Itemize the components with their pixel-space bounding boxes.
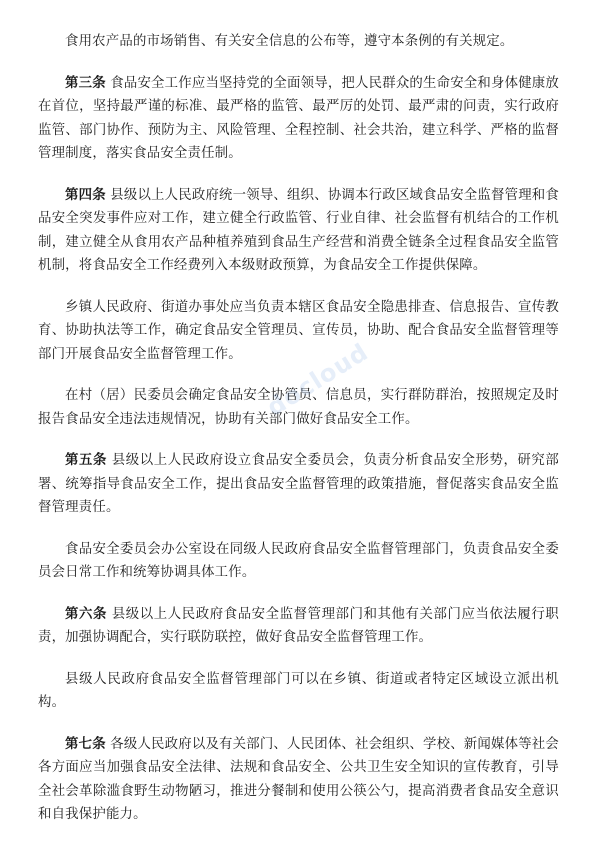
paragraph-5 bbox=[38, 384, 559, 431]
paragraph-text: 食品安全工作应当坚持党的全面领导，把人民群众的生命安全和身体健康放在首位，坚持最严谨的标准、最严格的监管、最严厉的处罚、最严肃的问责，实行政府监管、部门协作、预防为主、风险管理、全程控制、社会共治，建立科学、严格的监督管理制度，落实食品安全责任制。 bbox=[38, 75, 559, 161]
article-7 bbox=[38, 733, 559, 827]
article-number: 第六条 bbox=[65, 606, 107, 622]
paragraph-text: 县级以上人民政府食品安全监督管理部门和其他有关部门应当依法履行职责，加强协调配合，实行联防联控，做好食品安全监督管理工作。 bbox=[38, 606, 559, 645]
paragraph-text: 食用农产品的市场销售、有关安全信息的公布等，遵守本条例的有关规定。 bbox=[65, 34, 514, 49]
paragraph-4 bbox=[38, 296, 559, 367]
paragraph-text: 在村（居）民委员会确定食品安全协管员、信息员，实行群防群治，按照规定及时报告食品安全违法违规情况，协助有关部门做好食品安全工作。 bbox=[38, 388, 559, 427]
paragraph-1 bbox=[38, 30, 559, 54]
article-6 bbox=[38, 603, 559, 650]
paragraph-text: 县级以上人民政府设立食品安全委员会，负责分析食品安全形势，研究部署、统筹指导食品安全工作，提出食品安全监督管理的政策措施，督促落实食品安全监督管理责任。 bbox=[38, 453, 559, 515]
paragraph-text: 县级人民政府食品安全监督管理部门可以在乡镇、街道或者特定区域设立派出机构。 bbox=[38, 671, 559, 710]
paragraph-text: 食品安全委员会办公室设在同级人民政府食品安全监督管理部门，负责食品安全委员会日常工作和统筹协调具体工作。 bbox=[38, 541, 559, 580]
paragraph-7 bbox=[38, 538, 559, 585]
article-number: 第五条 bbox=[65, 453, 107, 468]
paragraph-text: 乡镇人民政府、街道办事处应当负责本辖区食品安全隐患排查、信息报告、宣传教育、协助执法等工作，确定食品安全管理员、宣传员，协助、配合食品安全监督管理等部门开展食品安全监督管理工作。 bbox=[38, 299, 559, 362]
paragraph-text: 县级以上人民政府统一领导、组织、协调本行政区域食品安全监督管理和食品安全突发事件应对工作，建立健全行政监管、行业自律、社会监督有机结合的工作机制，建立健全从食用农产品种植养殖到食品生产经营和消费全链条全过程食品安全监管机制，将食品安全工作经费列入本级财政预算，为食品安全工作提供保障。 bbox=[38, 187, 559, 273]
paragraph-9 bbox=[38, 668, 559, 715]
article-4 bbox=[38, 184, 559, 278]
article-number: 第四条 bbox=[65, 187, 106, 203]
article-number: 第七条 bbox=[65, 736, 106, 752]
watermark: docloud bbox=[262, 337, 374, 422]
paragraph-text: 各级人民政府以及有关部门、人民团体、社会组织、学校、新闻媒体等社会各方面应当加强食品安全法律、法规和食品安全、公共卫生安全知识的宣传教育，引导全社会革除滥食野生动物陋习，推进分餐制和使用公筷公勺，提高消费者食品安全意识和自我保护能力。 bbox=[38, 736, 559, 822]
article-3 bbox=[38, 72, 559, 166]
article-number: 第三条 bbox=[65, 75, 106, 91]
article-5 bbox=[38, 449, 559, 520]
